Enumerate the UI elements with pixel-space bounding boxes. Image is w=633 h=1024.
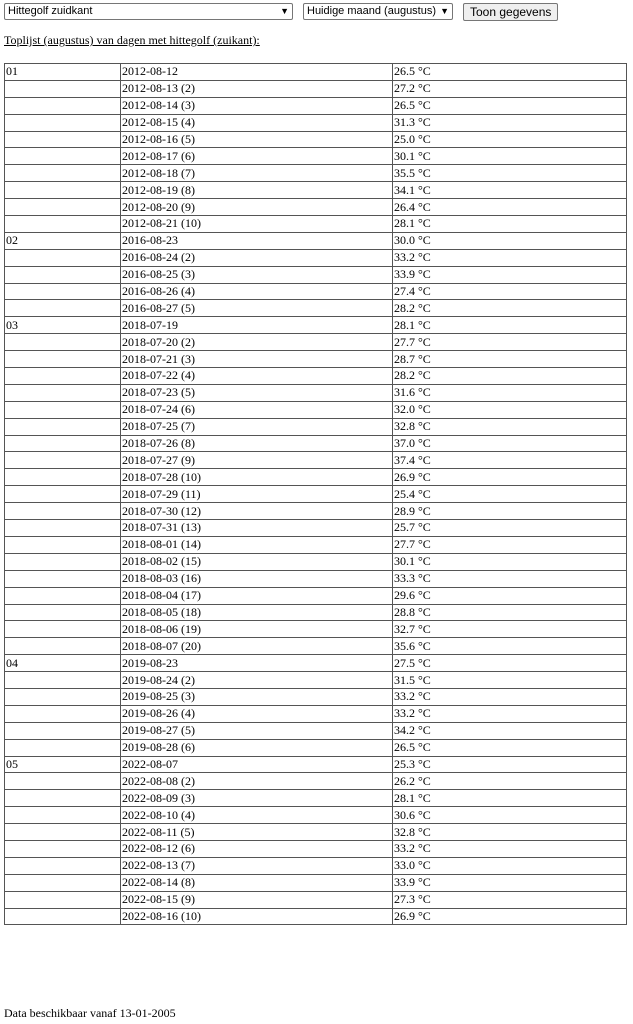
temperature-cell: 31.5 °C: [393, 672, 627, 689]
rank-cell: [5, 182, 121, 199]
temperature-cell: 30.0 °C: [393, 232, 627, 249]
rank-cell: [5, 199, 121, 216]
rank-cell: [5, 722, 121, 739]
rank-cell: [5, 80, 121, 97]
rank-cell: [5, 216, 121, 233]
rank-cell: [5, 739, 121, 756]
rank-cell: [5, 621, 121, 638]
table-row: [5, 401, 627, 418]
rank-cell: [5, 452, 121, 469]
table-body: [5, 64, 627, 925]
table-row: [5, 266, 627, 283]
rank-cell: [5, 300, 121, 317]
temperature-cell: 33.2 °C: [393, 840, 627, 857]
table-row: [5, 486, 627, 503]
temperature-cell: 26.9 °C: [393, 469, 627, 486]
temperature-cell: 25.0 °C: [393, 131, 627, 148]
table-row: [5, 368, 627, 385]
temperature-cell: 31.3 °C: [393, 114, 627, 131]
temperature-cell: 27.2 °C: [393, 80, 627, 97]
temperature-cell: 30.6 °C: [393, 807, 627, 824]
table-row: [5, 756, 627, 773]
date-cell: 2012-08-13 (2): [121, 80, 393, 97]
date-cell: 2018-08-03 (16): [121, 570, 393, 587]
table-row: [5, 232, 627, 249]
period-select-value: Hittegolf zuidkant: [8, 5, 93, 17]
rank-cell: [5, 334, 121, 351]
temperature-cell: 34.2 °C: [393, 722, 627, 739]
rank-cell: [5, 148, 121, 165]
table-row: [5, 536, 627, 553]
temperature-cell: 30.1 °C: [393, 553, 627, 570]
table-row: [5, 655, 627, 672]
date-cell: 2018-07-22 (4): [121, 368, 393, 385]
table-row: [5, 452, 627, 469]
temperature-cell: 27.4 °C: [393, 283, 627, 300]
rank-cell: [5, 570, 121, 587]
table-row: [5, 705, 627, 722]
date-cell: 2022-08-08 (2): [121, 773, 393, 790]
date-cell: 2012-08-21 (10): [121, 216, 393, 233]
rank-cell: [5, 266, 121, 283]
rank-cell: 01: [5, 64, 121, 81]
table-row: [5, 148, 627, 165]
table-row: [5, 824, 627, 841]
table-row: [5, 283, 627, 300]
table-row: [5, 908, 627, 925]
table-row: [5, 418, 627, 435]
temperature-cell: 26.9 °C: [393, 908, 627, 925]
date-cell: 2022-08-11 (5): [121, 824, 393, 841]
date-cell: 2019-08-27 (5): [121, 722, 393, 739]
date-cell: 2018-08-02 (15): [121, 553, 393, 570]
temperature-cell: 28.7 °C: [393, 351, 627, 368]
table-row: [5, 249, 627, 266]
temperature-cell: 33.3 °C: [393, 570, 627, 587]
rank-cell: [5, 368, 121, 385]
rank-cell: [5, 773, 121, 790]
temperature-cell: 28.2 °C: [393, 368, 627, 385]
table-row: [5, 553, 627, 570]
temperature-cell: 33.9 °C: [393, 266, 627, 283]
date-cell: 2012-08-15 (4): [121, 114, 393, 131]
rank-cell: [5, 131, 121, 148]
month-select-value: Huidige maand (augustus): [307, 5, 437, 17]
rank-cell: [5, 249, 121, 266]
temperature-cell: 34.1 °C: [393, 182, 627, 199]
rank-cell: [5, 891, 121, 908]
rank-cell: [5, 672, 121, 689]
table-row: [5, 317, 627, 334]
temperature-cell: 26.4 °C: [393, 199, 627, 216]
temperature-cell: 28.1 °C: [393, 216, 627, 233]
temperature-cell: 33.2 °C: [393, 705, 627, 722]
table-row: [5, 216, 627, 233]
temperature-cell: 26.5 °C: [393, 739, 627, 756]
rank-cell: [5, 705, 121, 722]
table-row: [5, 384, 627, 401]
table-row: [5, 435, 627, 452]
show-data-button[interactable]: Toon gegevens: [463, 3, 558, 21]
rank-cell: [5, 638, 121, 655]
date-cell: 2018-07-24 (6): [121, 401, 393, 418]
date-cell: 2022-08-09 (3): [121, 790, 393, 807]
date-cell: 2018-07-21 (3): [121, 351, 393, 368]
table-row: [5, 891, 627, 908]
table-row: [5, 199, 627, 216]
temperature-cell: 32.0 °C: [393, 401, 627, 418]
table-row: [5, 64, 627, 81]
table-row: [5, 739, 627, 756]
table-row: [5, 621, 627, 638]
date-cell: 2016-08-24 (2): [121, 249, 393, 266]
rank-cell: [5, 401, 121, 418]
rank-cell: [5, 503, 121, 520]
temperature-cell: 28.9 °C: [393, 503, 627, 520]
rank-cell: [5, 824, 121, 841]
table-row: [5, 604, 627, 621]
date-cell: 2018-07-25 (7): [121, 418, 393, 435]
date-cell: 2018-07-31 (13): [121, 520, 393, 537]
table-row: [5, 790, 627, 807]
page-title: Toplijst (augustus) van dagen met hittegolf (zuikant):: [4, 33, 260, 47]
rank-cell: [5, 840, 121, 857]
temperature-cell: 27.3 °C: [393, 891, 627, 908]
heatwave-table: [4, 63, 627, 925]
date-cell: 2022-08-15 (9): [121, 891, 393, 908]
table-row: [5, 857, 627, 874]
rank-cell: [5, 435, 121, 452]
date-cell: 2018-07-29 (11): [121, 486, 393, 503]
rank-cell: [5, 114, 121, 131]
date-cell: 2018-07-26 (8): [121, 435, 393, 452]
date-cell: 2012-08-17 (6): [121, 148, 393, 165]
chevron-down-icon: ▼: [280, 6, 289, 16]
table-row: [5, 638, 627, 655]
temperature-cell: 28.2 °C: [393, 300, 627, 317]
temperature-cell: 28.1 °C: [393, 790, 627, 807]
table-row: [5, 773, 627, 790]
temperature-cell: 26.5 °C: [393, 64, 627, 81]
table-row: [5, 722, 627, 739]
table-row: [5, 131, 627, 148]
temperature-cell: 26.2 °C: [393, 773, 627, 790]
temperature-cell: 37.0 °C: [393, 435, 627, 452]
date-cell: 2018-07-30 (12): [121, 503, 393, 520]
temperature-cell: 30.1 °C: [393, 148, 627, 165]
temperature-cell: 33.0 °C: [393, 857, 627, 874]
date-cell: 2016-08-23: [121, 232, 393, 249]
rank-cell: [5, 384, 121, 401]
temperature-cell: 35.5 °C: [393, 165, 627, 182]
table-row: [5, 503, 627, 520]
temperature-cell: 32.8 °C: [393, 418, 627, 435]
rank-cell: [5, 553, 121, 570]
table-row: [5, 351, 627, 368]
date-cell: 2012-08-18 (7): [121, 165, 393, 182]
date-cell: 2018-08-07 (20): [121, 638, 393, 655]
date-cell: 2018-07-20 (2): [121, 334, 393, 351]
table-row: [5, 672, 627, 689]
date-cell: 2019-08-26 (4): [121, 705, 393, 722]
rank-cell: [5, 351, 121, 368]
date-cell: 2019-08-28 (6): [121, 739, 393, 756]
date-cell: 2012-08-20 (9): [121, 199, 393, 216]
temperature-cell: 32.8 °C: [393, 824, 627, 841]
table-row: [5, 334, 627, 351]
date-cell: 2018-07-27 (9): [121, 452, 393, 469]
rank-cell: [5, 469, 121, 486]
rank-cell: [5, 165, 121, 182]
temperature-cell: 28.1 °C: [393, 317, 627, 334]
table-row: [5, 874, 627, 891]
temperature-cell: 33.2 °C: [393, 249, 627, 266]
temperature-cell: 26.5 °C: [393, 97, 627, 114]
date-cell: 2022-08-13 (7): [121, 857, 393, 874]
rank-cell: [5, 418, 121, 435]
date-cell: 2019-08-23: [121, 655, 393, 672]
rank-cell: [5, 857, 121, 874]
date-cell: 2018-07-28 (10): [121, 469, 393, 486]
table-row: [5, 469, 627, 486]
temperature-cell: 32.7 °C: [393, 621, 627, 638]
table-row: [5, 688, 627, 705]
table-row: [5, 80, 627, 97]
date-cell: 2019-08-24 (2): [121, 672, 393, 689]
temperature-cell: 25.7 °C: [393, 520, 627, 537]
temperature-cell: 27.7 °C: [393, 536, 627, 553]
table-row: [5, 587, 627, 604]
temperature-cell: 27.7 °C: [393, 334, 627, 351]
table-row: [5, 165, 627, 182]
temperature-cell: 27.5 °C: [393, 655, 627, 672]
date-cell: 2016-08-27 (5): [121, 300, 393, 317]
table-row: [5, 570, 627, 587]
rank-cell: [5, 874, 121, 891]
temperature-cell: 25.4 °C: [393, 486, 627, 503]
temperature-cell: 37.4 °C: [393, 452, 627, 469]
date-cell: 2018-08-04 (17): [121, 587, 393, 604]
table-row: [5, 807, 627, 824]
temperature-cell: 33.9 °C: [393, 874, 627, 891]
rank-cell: [5, 688, 121, 705]
rank-cell: [5, 486, 121, 503]
rank-cell: [5, 520, 121, 537]
date-cell: 2018-08-01 (14): [121, 536, 393, 553]
rank-cell: 04: [5, 655, 121, 672]
footer-note: Data beschikbaar vanaf 13-01-2005: [4, 1006, 176, 1020]
rank-cell: [5, 790, 121, 807]
rank-cell: 05: [5, 756, 121, 773]
date-cell: 2022-08-14 (8): [121, 874, 393, 891]
date-cell: 2022-08-10 (4): [121, 807, 393, 824]
table-row: [5, 300, 627, 317]
chevron-down-icon: ▼: [440, 6, 449, 16]
rank-cell: [5, 807, 121, 824]
date-cell: 2018-07-19: [121, 317, 393, 334]
temperature-cell: 35.6 °C: [393, 638, 627, 655]
rank-cell: [5, 587, 121, 604]
temperature-cell: 31.6 °C: [393, 384, 627, 401]
date-cell: 2016-08-25 (3): [121, 266, 393, 283]
rank-cell: 03: [5, 317, 121, 334]
date-cell: 2012-08-12: [121, 64, 393, 81]
period-select[interactable]: [4, 3, 293, 20]
date-cell: 2022-08-12 (6): [121, 840, 393, 857]
rank-cell: [5, 536, 121, 553]
table-row: [5, 97, 627, 114]
date-cell: 2012-08-19 (8): [121, 182, 393, 199]
rank-cell: 02: [5, 232, 121, 249]
rank-cell: [5, 908, 121, 925]
rank-cell: [5, 97, 121, 114]
date-cell: 2018-08-06 (19): [121, 621, 393, 638]
temperature-cell: 28.8 °C: [393, 604, 627, 621]
date-cell: 2022-08-16 (10): [121, 908, 393, 925]
temperature-cell: 29.6 °C: [393, 587, 627, 604]
temperature-cell: 33.2 °C: [393, 688, 627, 705]
table-row: [5, 182, 627, 199]
table-row: [5, 114, 627, 131]
month-select[interactable]: [303, 3, 453, 20]
date-cell: 2018-08-05 (18): [121, 604, 393, 621]
date-cell: 2012-08-16 (5): [121, 131, 393, 148]
rank-cell: [5, 604, 121, 621]
date-cell: 2016-08-26 (4): [121, 283, 393, 300]
date-cell: 2018-07-23 (5): [121, 384, 393, 401]
date-cell: 2022-08-07: [121, 756, 393, 773]
table-row: [5, 520, 627, 537]
rank-cell: [5, 283, 121, 300]
table-row: [5, 840, 627, 857]
date-cell: 2012-08-14 (3): [121, 97, 393, 114]
temperature-cell: 25.3 °C: [393, 756, 627, 773]
date-cell: 2019-08-25 (3): [121, 688, 393, 705]
